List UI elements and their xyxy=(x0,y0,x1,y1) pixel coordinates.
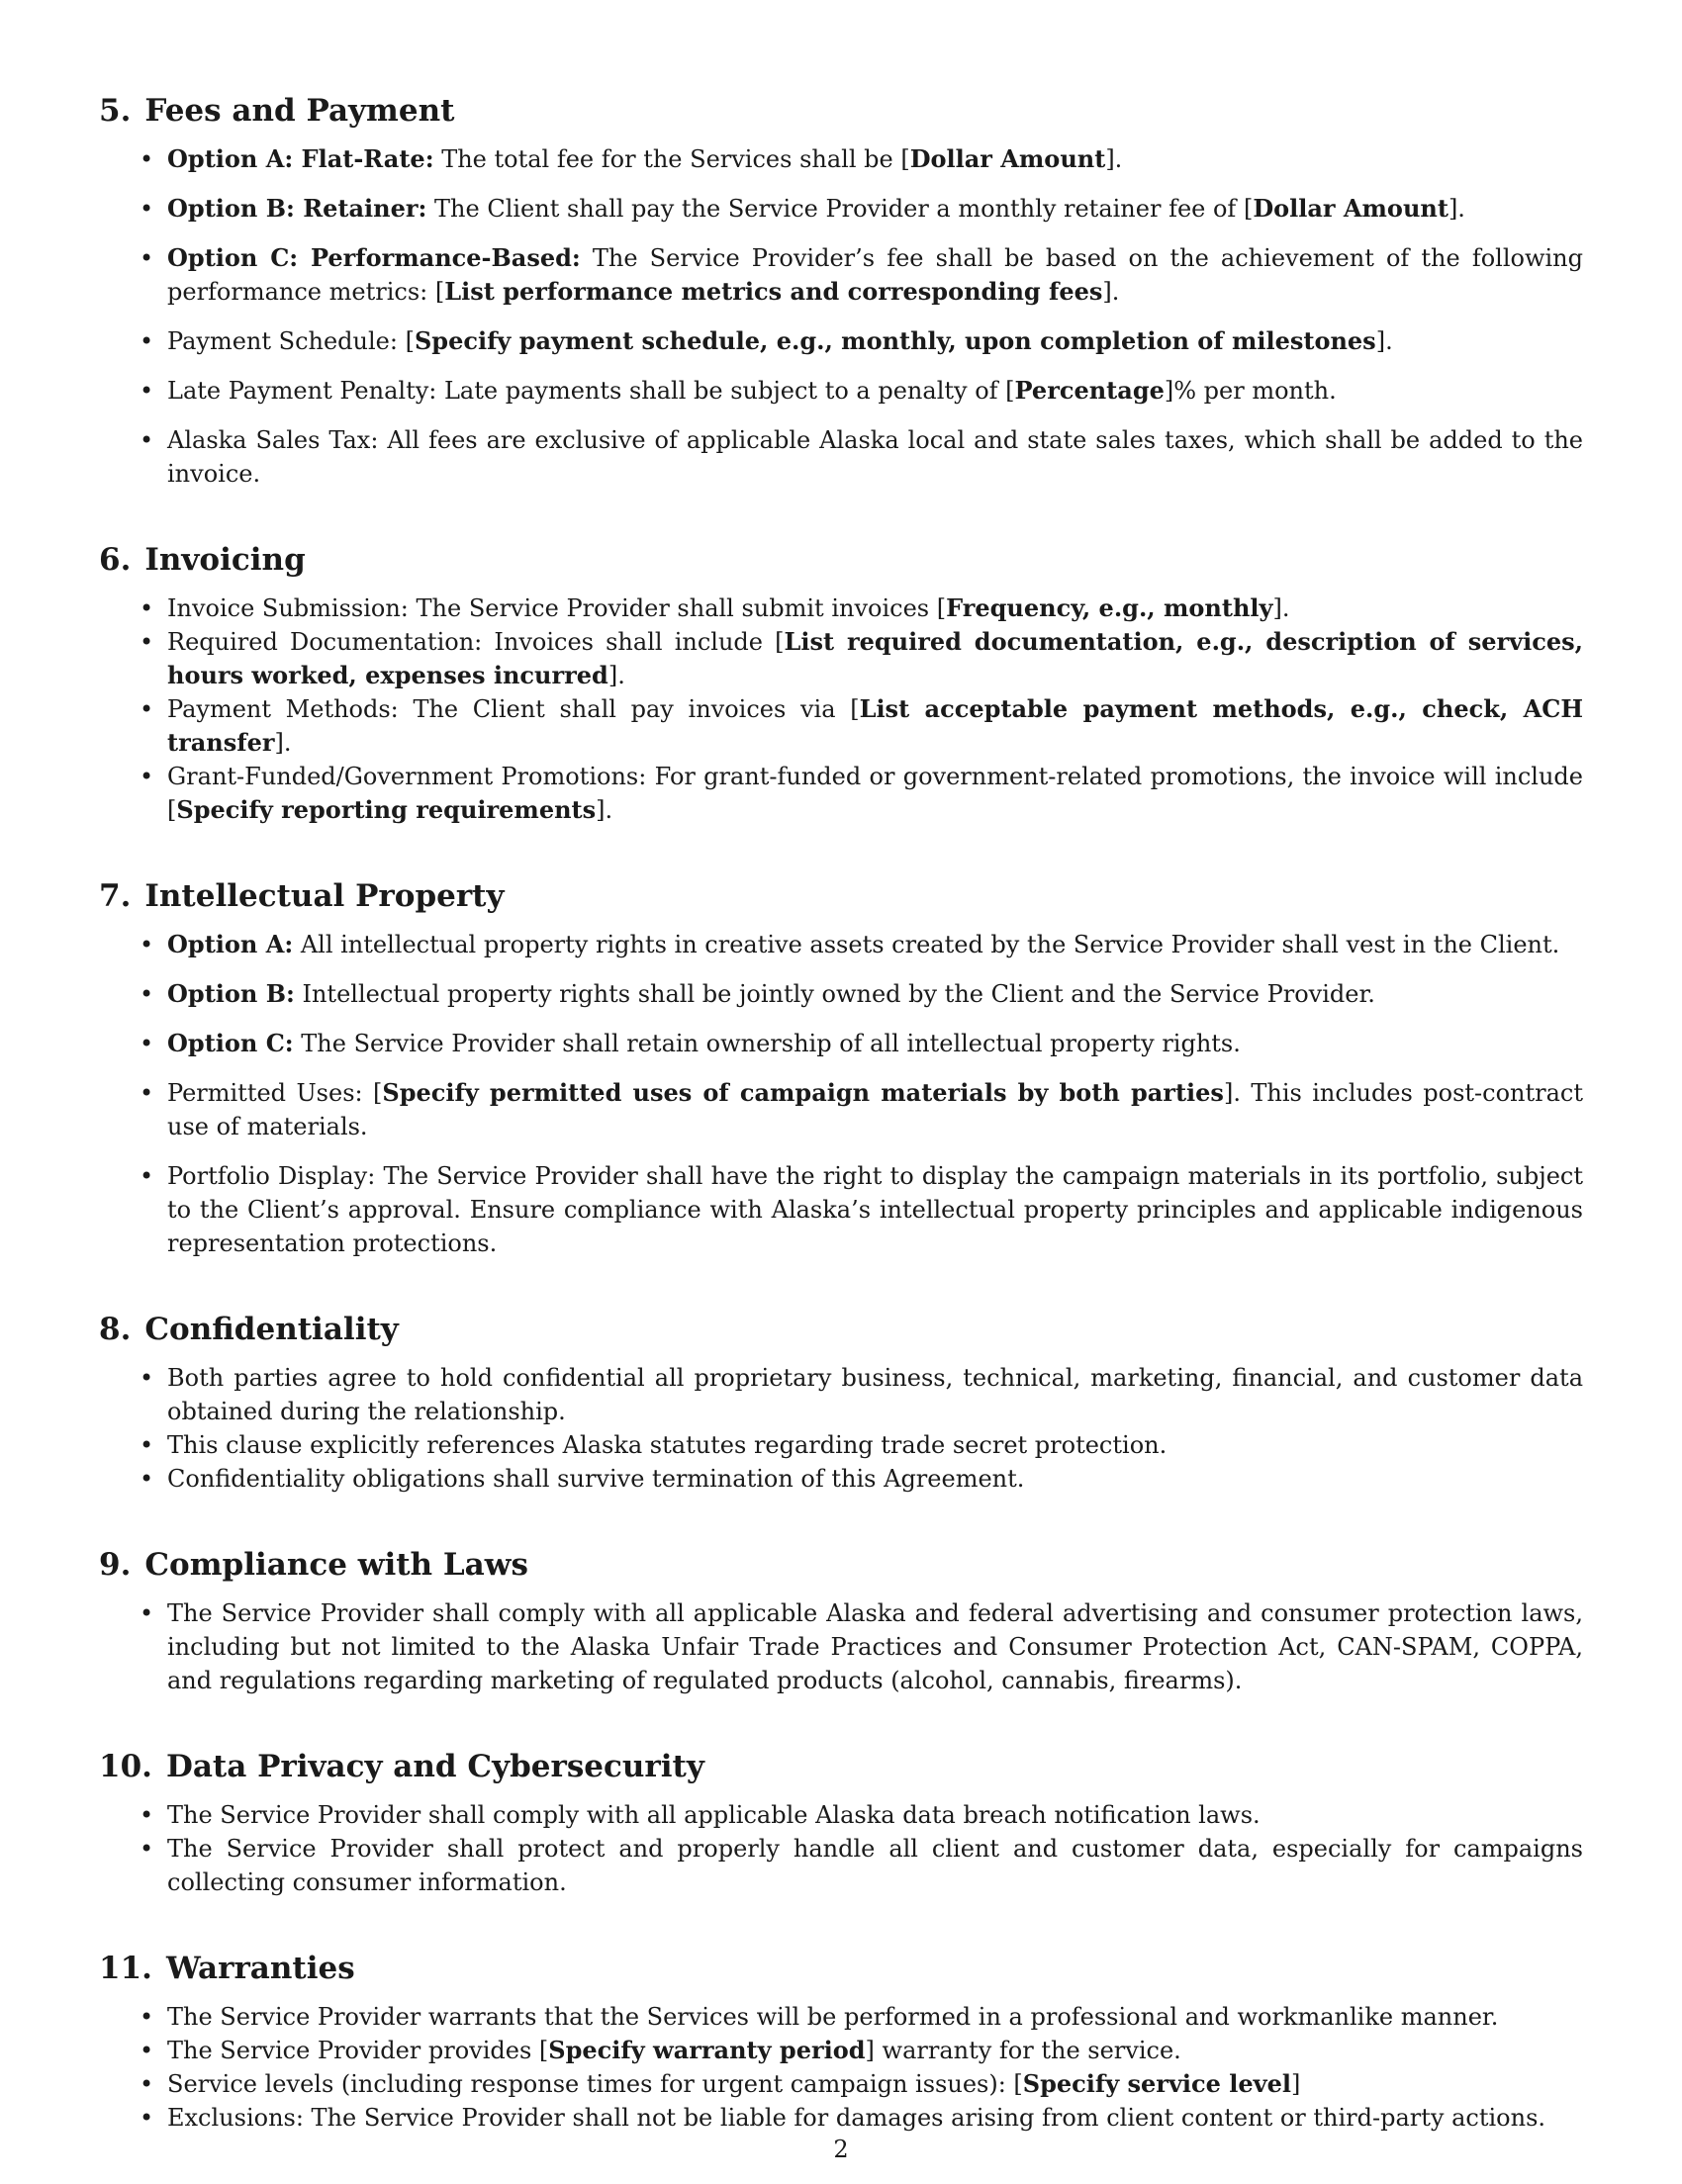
list-item xyxy=(167,2000,1583,2034)
item-text: ]% per month. xyxy=(1164,377,1337,405)
placeholder-field: Frequency, e.g., monthly xyxy=(946,593,1273,622)
page-number: 2 xyxy=(833,2136,849,2163)
list-item xyxy=(167,2067,1583,2101)
section-heading xyxy=(99,91,1583,131)
item-text: The Service Provider shall protect and properly handle all client and customer data, especially for campaigns collecting consumer information. xyxy=(167,1835,1583,1896)
section-heading xyxy=(99,1747,1583,1786)
item-text: ]. xyxy=(1272,594,1290,622)
section-confidentiality xyxy=(99,1310,1583,1496)
item-text: Intellectual property rights shall be jointly owned by the Client and the Service Provider. xyxy=(294,980,1375,1008)
section-title: Compliance with Laws xyxy=(144,1547,528,1583)
item-text: ]. xyxy=(1105,145,1123,173)
section-invoicing xyxy=(99,540,1583,827)
document-page xyxy=(99,91,1583,2184)
item-text: Required Documentation: Invoices shall include [ xyxy=(167,628,785,656)
section-number: 11. xyxy=(99,1951,152,1986)
item-text: The Service Provider shall comply with all applicable Alaska and federal advertising and consumer protection laws, including but not limited to the Alaska Unfair Trade Practices and Consumer Protection Act, CAN-SPAM, COPPA, and regulations regarding marketing of regulated products (alcohol, cannabis, firearms). xyxy=(167,1599,1583,1694)
section-heading xyxy=(99,1949,1583,1988)
section-number: 10. xyxy=(99,1749,152,1784)
section-fees-and-payment xyxy=(99,91,1583,491)
option-label: Option B: xyxy=(167,979,295,1008)
item-text: Confidentiality obligations shall survive termination of this Agreement. xyxy=(167,1465,1025,1493)
bullet-list xyxy=(99,1798,1583,1899)
item-text: Both parties agree to hold confidential all proprietary business, technical, marketing, financial, and customer data obtained during the relationship. xyxy=(167,1364,1583,1425)
list-item xyxy=(167,192,1583,226)
placeholder-field: Specify permitted uses of campaign materials by both parties xyxy=(382,1078,1224,1107)
item-text: Invoice Submission: The Service Provider shall submit invoices [ xyxy=(167,594,947,622)
placeholder-field: Dollar Amount xyxy=(909,144,1106,173)
item-text: ]. This includes post-contract use of materials. xyxy=(167,1079,1583,1140)
option-label: Option A: xyxy=(167,930,294,958)
list-item xyxy=(167,592,1583,625)
section-compliance-with-laws xyxy=(99,1545,1583,1697)
item-text: The total fee for the Services shall be [ xyxy=(433,145,910,173)
placeholder-field: Dollar Amount xyxy=(1253,194,1448,223)
item-text: ] warranty for the service. xyxy=(865,2037,1181,2064)
placeholder-field: Specify reporting requirements xyxy=(176,795,597,824)
placeholder-field: List required documentation, e.g., description of services, hours worked, expenses incurred xyxy=(167,627,1583,689)
list-item xyxy=(167,2101,1583,2135)
list-item xyxy=(167,1462,1583,1496)
bullet-list xyxy=(99,2000,1583,2135)
list-item xyxy=(167,374,1583,408)
section-number: 7. xyxy=(99,878,132,914)
item-text: All intellectual property rights in creative assets created by the Service Provider shall vest in the Client. xyxy=(293,931,1560,958)
list-item xyxy=(167,2034,1583,2067)
list-item xyxy=(167,692,1583,760)
option-label: Option A: Flat-Rate: xyxy=(167,144,434,173)
option-label: Option C: Performance-Based: xyxy=(167,243,581,272)
item-text: Service levels (including response times for urgent campaign issues): [ xyxy=(167,2070,1023,2098)
item-text: Portfolio Display: The Service Provider shall have the right to display the campaign materials in its portfolio, subject to the Client’s approval. Ensure compliance with Alaska’s intellectual property principles and applicable indigenous representation protections. xyxy=(167,1162,1583,1257)
list-item xyxy=(167,928,1583,961)
section-title: Warranties xyxy=(165,1951,355,1986)
item-text: The Service Provider provides [ xyxy=(167,2037,549,2064)
section-warranties xyxy=(99,1949,1583,2135)
list-item xyxy=(167,625,1583,692)
option-label: Option B: Retainer: xyxy=(167,194,427,223)
list-item xyxy=(167,1159,1583,1260)
bullet-list xyxy=(99,1361,1583,1496)
item-text: Late Payment Penalty: Late payments shall be subject to a penalty of [ xyxy=(167,377,1015,405)
placeholder-field: List acceptable payment methods, e.g., check, ACH transfer xyxy=(167,694,1583,757)
list-item xyxy=(167,324,1583,358)
placeholder-field: Specify payment schedule, e.g., monthly, upon completion of milestones xyxy=(414,326,1376,355)
item-text: Exclusions: The Service Provider shall not be liable for damages arising from client content or third-party actions. xyxy=(167,2104,1546,2132)
section-title: Invoicing xyxy=(144,542,306,578)
list-item xyxy=(167,1076,1583,1143)
item-text: Payment Methods: The Client shall pay invoices via [ xyxy=(167,695,860,723)
option-label: Option C: xyxy=(167,1029,294,1057)
bullet-list xyxy=(99,142,1583,491)
item-text: ]. xyxy=(1375,327,1393,355)
list-item xyxy=(167,423,1583,491)
list-item xyxy=(167,1798,1583,1832)
section-number: 9. xyxy=(99,1547,132,1583)
list-item xyxy=(167,977,1583,1011)
item-text: ]. xyxy=(274,729,292,757)
section-heading xyxy=(99,1545,1583,1585)
item-text: Permitted Uses: [ xyxy=(167,1079,383,1107)
section-title: Intellectual Property xyxy=(144,878,505,914)
item-text: ]. xyxy=(1448,195,1465,223)
list-item xyxy=(167,1027,1583,1060)
section-heading xyxy=(99,540,1583,580)
bullet-list xyxy=(99,592,1583,827)
list-item xyxy=(167,1832,1583,1899)
section-number: 6. xyxy=(99,542,132,578)
bullet-list xyxy=(99,1596,1583,1697)
item-text: The Service Provider shall retain ownership of all intellectual property rights. xyxy=(293,1030,1241,1057)
section-heading xyxy=(99,876,1583,916)
placeholder-field: Specify warranty period xyxy=(548,2036,866,2064)
section-number: 5. xyxy=(99,93,132,129)
item-text: Grant-Funded/Government Promotions: For grant-funded or government-related promotions, the invoice will include [ xyxy=(167,763,1583,824)
item-text: The Service Provider warrants that the Services will be performed in a professional and workmanlike manner. xyxy=(167,2003,1499,2031)
placeholder-field: Specify service level xyxy=(1022,2069,1291,2098)
item-text: The Client shall pay the Service Provider a monthly retainer fee of [ xyxy=(426,195,1254,223)
item-text: ]. xyxy=(596,796,613,824)
list-item xyxy=(167,1428,1583,1462)
section-data-privacy xyxy=(99,1747,1583,1899)
list-item xyxy=(167,1361,1583,1428)
item-text: The Service Provider’s fee shall be based on the achievement of the following performance metrics: [ xyxy=(167,244,1583,306)
section-title: Fees and Payment xyxy=(144,93,455,129)
bullet-list xyxy=(99,928,1583,1260)
list-item xyxy=(167,241,1583,309)
section-title: Data Privacy and Cybersecurity xyxy=(165,1749,704,1784)
section-title: Confidentiality xyxy=(144,1312,399,1347)
item-text: Payment Schedule: [ xyxy=(167,327,415,355)
item-text: The Service Provider shall comply with all applicable Alaska data breach notification laws. xyxy=(167,1801,1261,1829)
item-text: This clause explicitly references Alaska statutes regarding trade secret protection. xyxy=(167,1431,1168,1459)
section-number: 8. xyxy=(99,1312,132,1347)
item-text: ] xyxy=(1290,2070,1301,2098)
section-heading xyxy=(99,1310,1583,1349)
placeholder-field: List performance metrics and corresponding fees xyxy=(444,277,1103,306)
placeholder-field: Percentage xyxy=(1014,376,1165,405)
list-item xyxy=(167,1596,1583,1697)
list-item xyxy=(167,142,1583,176)
item-text: ]. xyxy=(1102,278,1120,306)
list-item xyxy=(167,760,1583,827)
section-intellectual-property xyxy=(99,876,1583,1260)
item-text: Alaska Sales Tax: All fees are exclusive of applicable Alaska local and state sales taxes, which shall be added to the invoice. xyxy=(167,426,1583,488)
item-text: ]. xyxy=(607,662,625,689)
